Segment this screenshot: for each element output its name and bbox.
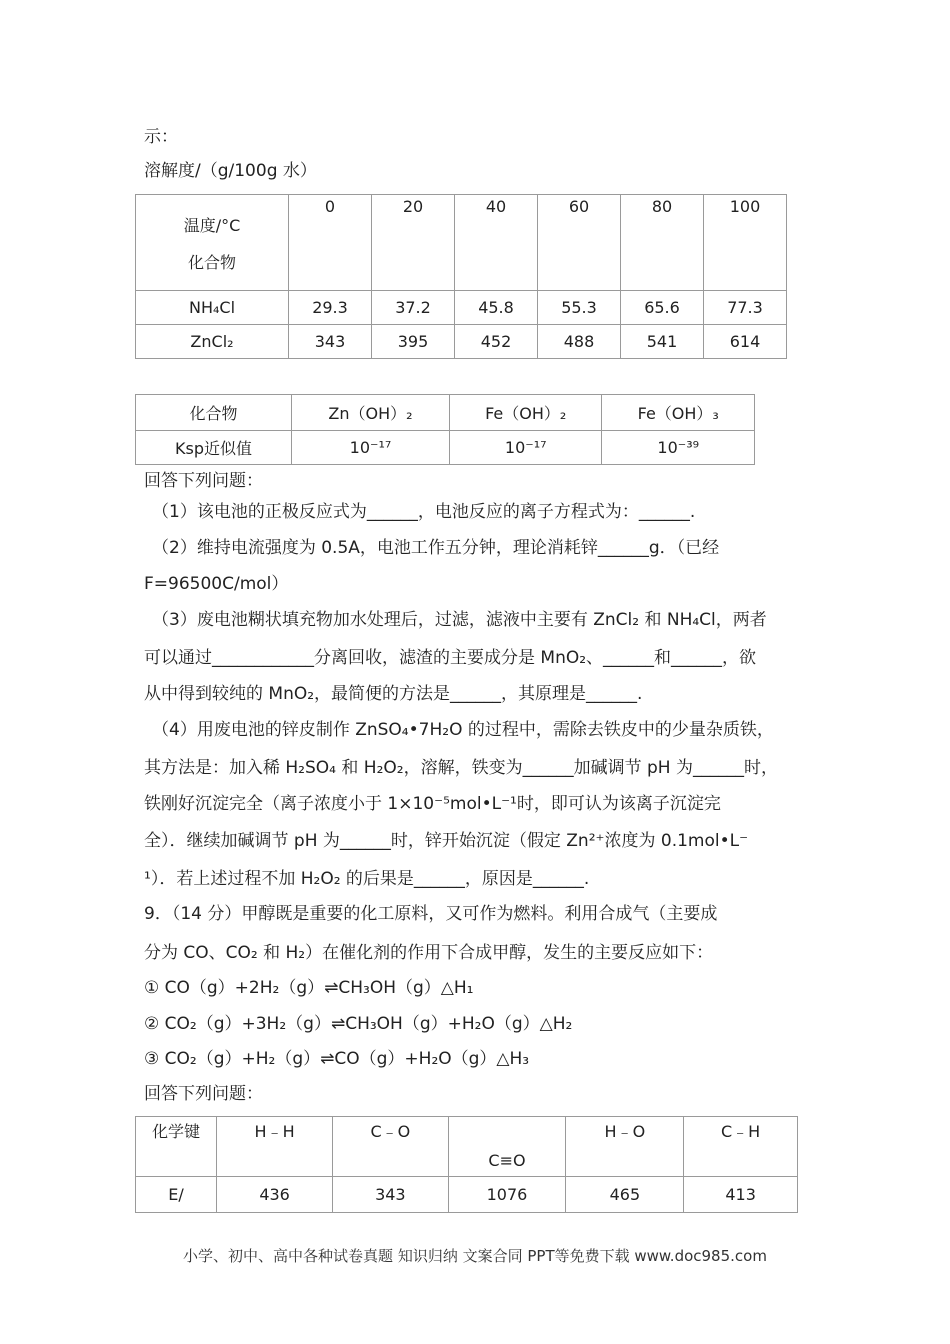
value-cell: 541	[621, 325, 704, 359]
header-cell: H﹣H	[217, 1117, 333, 1177]
value-cell: 77.3	[704, 291, 787, 325]
temp-cell: 80	[621, 195, 704, 291]
line-16: ① CO（g）+2H₂（g）⇌CH₃OH（g）△H₁	[144, 978, 474, 998]
temp-cell: 100	[704, 195, 787, 291]
ksp-table	[135, 394, 755, 465]
value-cell: 465	[566, 1177, 684, 1213]
line-8: 从中得到较纯的 MnO₂，最简便的方法是______，其原理是______.	[144, 684, 643, 704]
line-18: ③ CO₂（g）+H₂（g）⇌CO（g）+H₂O（g）△H₃	[144, 1049, 530, 1069]
temp-cell: 60	[538, 195, 621, 291]
header-cell: Fe（OH）₃	[602, 395, 755, 431]
row-label: E/	[136, 1177, 217, 1213]
line-7: 可以通过____________分离回收，滤渣的主要成分是 MnO₂、______和______，欲	[144, 648, 757, 668]
line-0: 示：	[144, 127, 178, 147]
value-cell: 45.8	[455, 291, 538, 325]
value-cell: 343	[333, 1177, 448, 1213]
line-13: ¹）．若上述过程不加 H₂O₂ 的后果是______，原因是______.	[144, 869, 590, 889]
value-cell: 395	[372, 325, 455, 359]
solubility-table	[135, 194, 787, 359]
value-cell: 488	[538, 325, 621, 359]
temp-cell: 20	[372, 195, 455, 291]
value-cell: 55.3	[538, 291, 621, 325]
line-10: 其方法是：加入稀 H₂SO₄ 和 H₂O₂，溶解，铁变为______加碱调节 pH 为______时，	[144, 758, 778, 778]
value-cell: 10⁻¹⁷	[449, 431, 602, 465]
row-label: Ksp近似值	[136, 431, 292, 465]
header-cell: Fe（OH）₂	[449, 395, 602, 431]
line-15: 分为 CO、CO₂ 和 H₂）在催化剂的作用下合成甲醇，发生的主要反应如下：	[144, 943, 714, 963]
header-cell: 化学键	[136, 1117, 217, 1177]
bond-energy-table	[135, 1116, 798, 1213]
line-6: （3）废电池糊状填充物加水处理后，过滤，滤液中主要有 ZnCl₂ 和 NH₄Cl，两者	[152, 610, 767, 630]
value-cell: 436	[217, 1177, 333, 1213]
page-footer: 小学、初中、高中各种试卷真题 知识归纳 文案合同 PPT等免费下载 www.doc985.com	[183, 1247, 767, 1265]
value-cell: 29.3	[289, 291, 372, 325]
corner-top: 温度/°C	[183, 215, 241, 235]
line-12: 全）．继续加碱调节 pH 为______时，锌开始沉淀（假定 Zn²⁺浓度为 0.1mol•L⁻	[144, 831, 749, 851]
header-cell: Zn（OH）₂	[292, 395, 450, 431]
header-cell: C≡O	[448, 1117, 566, 1177]
header-cell: H﹣O	[566, 1117, 684, 1177]
value-cell: 1076	[448, 1177, 566, 1213]
value-cell: 452	[455, 325, 538, 359]
line-5: F=96500C/mol）	[144, 574, 289, 594]
header-cell: 化合物	[136, 395, 292, 431]
line-3: （1）该电池的正极反应式为______，电池反应的离子方程式为：______.	[152, 502, 696, 522]
header-cell: C﹣H	[684, 1117, 798, 1177]
header-cell: C﹣O	[333, 1117, 448, 1177]
line-19: 回答下列问题：	[144, 1084, 263, 1104]
value-cell: 413	[684, 1177, 798, 1213]
value-cell: 65.6	[621, 291, 704, 325]
value-cell: 10⁻¹⁷	[292, 431, 450, 465]
compound-name: ZnCl₂	[136, 325, 289, 359]
line-14: 9．（14 分）甲醇既是重要的化工原料，又可作为燃料。利用合成气（主要成	[144, 904, 718, 924]
line-solubility-title: 溶解度/（g/100g 水）	[144, 161, 317, 181]
corner-cell	[136, 195, 289, 291]
corner-bottom: 化合物	[187, 252, 236, 272]
value-cell: 343	[289, 325, 372, 359]
temp-cell: 40	[455, 195, 538, 291]
value-cell: 10⁻³⁹	[602, 431, 755, 465]
value-cell: 614	[704, 325, 787, 359]
line-2: 回答下列问题：	[144, 471, 263, 491]
temp-cell: 0	[289, 195, 372, 291]
line-17: ② CO₂（g）+3H₂（g）⇌CH₃OH（g）+H₂O（g）△H₂	[144, 1014, 573, 1034]
line-9: （4）用废电池的锌皮制作 ZnSO₄•7H₂O 的过程中，需除去铁皮中的少量杂质铁，	[152, 720, 774, 740]
compound-name: NH₄Cl	[136, 291, 289, 325]
line-4: （2）维持电流强度为 0.5A，电池工作五分钟，理论消耗锌______g．（已经	[152, 538, 720, 558]
line-11: 铁刚好沉淀完全（离子浓度小于 1×10⁻⁵mol•L⁻¹时，即可认为该离子沉淀完	[144, 794, 721, 814]
value-cell: 37.2	[372, 291, 455, 325]
